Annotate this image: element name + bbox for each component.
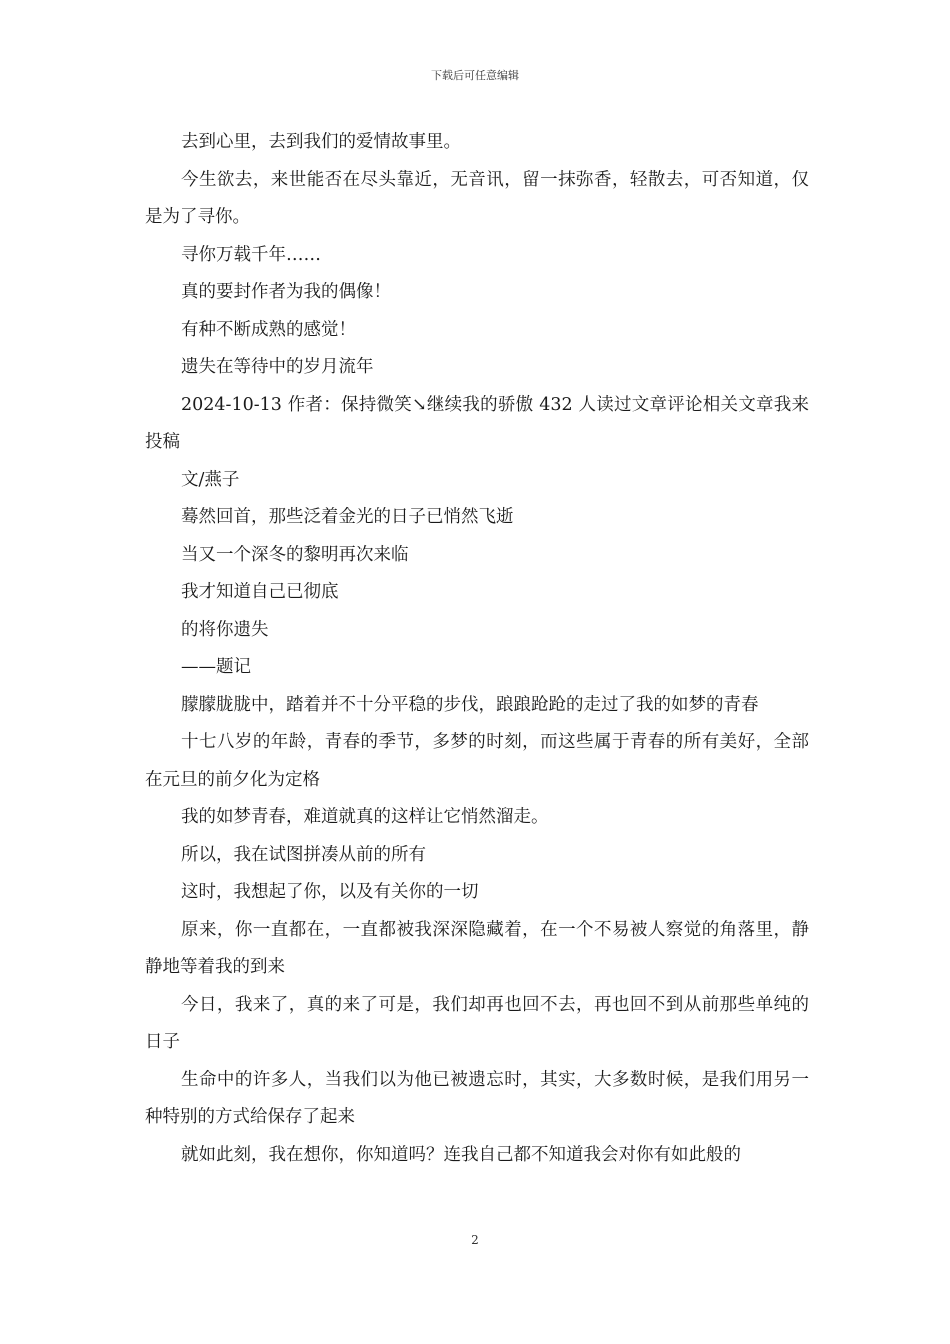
- article-meta: 2024-10-13 作者：保持微笑↘继续我的骄傲 432 人读过文章评论相关文章我来投稿: [145, 394, 809, 452]
- paragraph: 今日，我来了，真的来了可是，我们却再也回不去，再也回不到从前那些单纯的日子: [145, 994, 809, 1052]
- paragraph: 这时，我想起了你，以及有关你的一切: [181, 882, 479, 902]
- paragraph: 今生欲去，来世能否在尽头靠近，无音讯，留一抹弥香，轻散去，可否知道，仅是为了寻你。: [145, 169, 809, 227]
- paragraph: 当又一个深冬的黎明再次来临: [181, 544, 409, 565]
- paragraph: 我才知道自己已彻底: [181, 582, 339, 602]
- paragraph: 朦朦胧胧中，踏着并不十分平稳的步伐，踉踉跄跄的走过了我的如梦的青春: [181, 694, 759, 715]
- epigraph-label: ——题记: [181, 657, 251, 677]
- paragraph: 生命中的许多人，当我们以为他已被遗忘时，其实，大多数时候，是我们用另一种特别的方式给保存了起来: [145, 1069, 809, 1127]
- page-header: 下载后可任意编辑: [431, 69, 519, 82]
- article-author: 文/燕子: [181, 469, 240, 490]
- paragraph: 有种不断成熟的感觉！: [181, 319, 356, 340]
- page-number: 2: [471, 1233, 479, 1247]
- paragraph: 去到心里，去到我们的爱情故事里。: [181, 132, 461, 152]
- article-title: 遗失在等待中的岁月流年: [181, 357, 374, 377]
- paragraph: 十七八岁的年龄，青春的季节，多梦的时刻，而这些属于青春的所有美好，全部在元旦的前夕化为定格: [145, 732, 809, 790]
- paragraph: 真的要封作者为我的偶像！: [181, 282, 391, 302]
- paragraph: 就如此刻，我在想你，你知道吗？连我自己都不知道我会对你有如此般的: [181, 1144, 741, 1165]
- paragraph: 所以，我在试图拼凑从前的所有: [181, 844, 426, 865]
- paragraph: 我的如梦青春，难道就真的这样让它悄然溜走。: [181, 807, 549, 827]
- paragraph: 原来，你一直都在，一直都被我深深隐藏着，在一个不易被人察觉的角落里，静静地等着我的到来: [145, 919, 809, 977]
- paragraph: 的将你遗失: [181, 619, 269, 640]
- paragraph: 蓦然回首，那些泛着金光的日子已悄然飞逝: [181, 507, 514, 527]
- paragraph: 寻你万载千年……: [181, 244, 321, 265]
- document-body: [145, 124, 809, 1174]
